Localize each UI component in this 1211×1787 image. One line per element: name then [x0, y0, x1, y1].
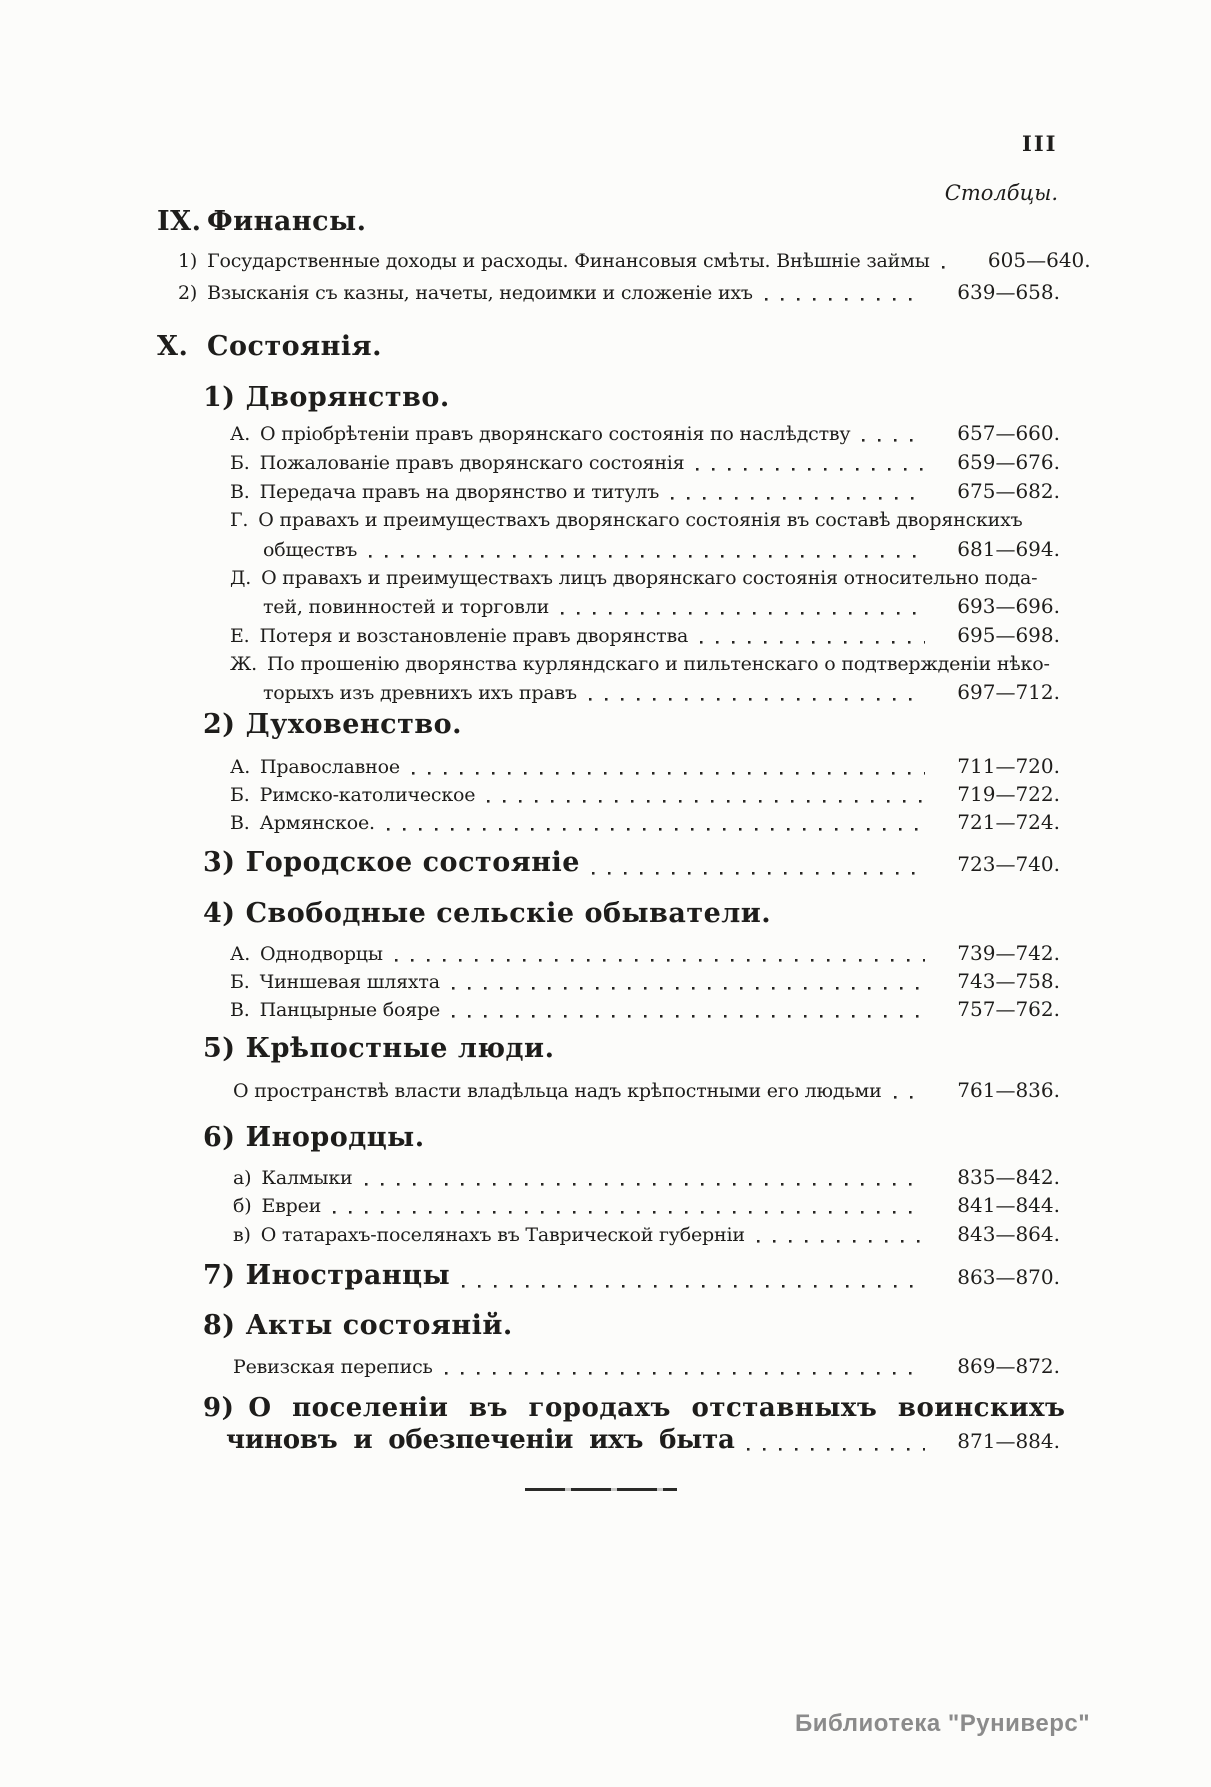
entry-columns: 605—640.: [987, 248, 1091, 272]
subsection-title: Иностранцы: [245, 1260, 451, 1291]
entry-columns: 757—762.: [957, 997, 1060, 1021]
toc-entry-continuation: [0, 536, 1060, 564]
section-title: Состоянія.: [207, 331, 382, 362]
entry-text: Панцырные бояре: [259, 999, 441, 1021]
toc-entry: [0, 420, 1060, 448]
dot-leader: [462, 1259, 925, 1294]
subsection-number: 6): [203, 1122, 236, 1153]
subsection-title: О поселеніи въ городахъ отставныхъ воинскихъ: [248, 1393, 1066, 1423]
toc-entry: [0, 1353, 1060, 1381]
entry-text: обществъ: [263, 539, 358, 561]
entry-label: В.: [230, 812, 250, 834]
entry-label: в): [233, 1224, 251, 1246]
toc-entry: [0, 1192, 1060, 1220]
subsection-number: 2): [203, 709, 236, 740]
section-number: IX.: [157, 206, 202, 237]
dot-leader: [487, 781, 925, 809]
entry-columns: 843—864.: [957, 1222, 1060, 1246]
subsection-heading-9-continuation: [0, 1424, 1060, 1457]
subsection-heading-4: [0, 897, 1060, 931]
entry-text: Взысканія съ казны, начеты, недоимки и сложеніе ихъ: [207, 282, 753, 304]
entry-text: торыхъ изъ древнихъ ихъ правъ: [263, 682, 577, 704]
entry-text: Армянское.: [259, 812, 375, 834]
entry-columns: 835—842.: [957, 1165, 1060, 1189]
entry-label: В.: [230, 999, 250, 1021]
entry-label: Ж.: [230, 653, 257, 675]
entry-label: Д.: [230, 567, 252, 589]
entry-columns: 659—676.: [957, 450, 1060, 474]
entry-columns: 761—836.: [957, 1078, 1060, 1102]
entry-label: Г.: [230, 509, 249, 531]
entry-columns: 721—724.: [957, 810, 1060, 834]
entry-text: О пріобрѣтеніи правъ дворянскаго состоянія по наслѣдству: [260, 423, 851, 445]
entry-text: По прошенію дворянства курляндскаго и пильтенскаго о подтвержденіи нѣко-: [267, 653, 1050, 675]
entry-text: Потеря и возстановленіе правъ дворянства: [259, 625, 689, 647]
dot-leader: [445, 1353, 925, 1381]
entry-text: Передача правъ на дворянство и титулъ: [259, 481, 660, 503]
toc-entry: [0, 651, 1060, 678]
entry-text: тей, повинностей и торговли: [263, 596, 550, 618]
section-title: Финансы.: [207, 206, 367, 237]
entry-columns: 675—682.: [957, 479, 1060, 503]
toc-entry: [0, 753, 1060, 781]
entry-text: О татарахъ-поселянахъ въ Таврической губерніи: [260, 1224, 745, 1246]
dot-leader: [696, 449, 925, 477]
entry-text: Чиншевая шляхта: [259, 971, 440, 993]
subsection-heading-5: [0, 1032, 1060, 1066]
toc-entry: [0, 449, 1060, 477]
toc-entry: [0, 1164, 1060, 1192]
dot-leader: [671, 478, 925, 506]
entry-text: Пожалованіе правъ дворянскаго состоянія: [259, 452, 685, 474]
section-heading-x: [0, 330, 1060, 364]
entry-label: Б.: [230, 784, 250, 806]
entry-text: Римско-католическое: [259, 784, 476, 806]
entry-label: 2): [178, 282, 198, 304]
entry-label: а): [233, 1167, 252, 1189]
toc-entry: [0, 1077, 1060, 1105]
section-number: X.: [157, 331, 189, 362]
dot-leader: [387, 809, 925, 837]
entry-columns: 719—722.: [957, 782, 1060, 806]
end-divider-rule: [525, 1488, 677, 1491]
subsection-number: 3): [203, 847, 236, 878]
entry-label: А.: [230, 423, 251, 445]
entry-columns: 693—696.: [957, 594, 1060, 618]
entry-columns: 697—712.: [957, 680, 1060, 704]
entry-text: О пространствѣ власти владѣльца надъ крѣпостными его людьми: [233, 1080, 882, 1102]
subsection-heading-7: [0, 1259, 1060, 1294]
dot-leader: [942, 247, 956, 275]
entry-label: А.: [230, 756, 251, 778]
entry-text: Ревизская перепись: [233, 1356, 433, 1378]
dot-leader: [862, 420, 925, 448]
dot-leader: [747, 1424, 925, 1457]
subsection-number: 1): [203, 382, 236, 413]
toc-entry-continuation: [0, 593, 1060, 621]
toc-entry: [0, 507, 1060, 534]
entry-columns: 711—720.: [957, 754, 1060, 778]
subsection-title: Городское состояніе: [245, 847, 580, 878]
subsection-title: Свободные сельскіе обыватели.: [245, 898, 772, 929]
entry-columns: 743—758.: [957, 969, 1060, 993]
subsection-title: Акты состояній.: [245, 1310, 513, 1341]
subsection-title: чиновъ и обезпеченіи ихъ быта: [226, 1425, 735, 1455]
entry-columns: 841—844.: [957, 1193, 1060, 1217]
entry-text: Православное: [260, 756, 400, 778]
entry-columns: 723—740.: [957, 852, 1060, 876]
subsection-title: Духовенство.: [245, 709, 462, 740]
entry-label: Б.: [230, 971, 250, 993]
entry-text: О правахъ и преимуществахъ лицъ дворянскаго состоянія относительно пода-: [261, 567, 1038, 589]
library-watermark: Библиотека "Руниверс": [795, 1710, 1091, 1737]
dot-leader: [333, 1192, 925, 1220]
entry-text: Однодворцы: [260, 943, 383, 965]
entry-columns: 681—694.: [957, 537, 1060, 561]
dot-leader: [452, 968, 925, 996]
toc-entry: [0, 279, 1060, 307]
subsection-heading-1: [0, 381, 1060, 415]
entry-text: Евреи: [261, 1195, 322, 1217]
entry-columns: 639—658.: [957, 280, 1060, 304]
entry-text: О правахъ и преимуществахъ дворянскаго состоянія въ составѣ дворянскихъ: [258, 509, 1023, 531]
dot-leader: [765, 279, 925, 307]
dot-leader: [452, 996, 925, 1024]
entry-columns: 657—660.: [957, 421, 1060, 445]
subsection-heading-3: [0, 846, 1060, 881]
entry-text: Государственные доходы и расходы. Финансовыя смѣты. Внѣшніе займы: [207, 250, 930, 272]
dot-leader: [700, 622, 925, 650]
dot-leader: [369, 536, 925, 564]
entry-columns: 863—870.: [957, 1265, 1060, 1289]
subsection-number: 8): [203, 1310, 236, 1341]
dot-leader: [412, 753, 925, 781]
subsection-number: 9): [203, 1393, 235, 1423]
entry-label: б): [233, 1195, 252, 1217]
entry-label: А.: [230, 943, 251, 965]
subsection-number: 5): [203, 1033, 236, 1064]
subsection-heading-2: [0, 708, 1060, 742]
toc-entry: [0, 940, 1060, 968]
entry-label: Б.: [230, 452, 250, 474]
toc-entry: [0, 781, 1060, 809]
subsection-title: Инородцы.: [245, 1122, 425, 1153]
dot-leader: [589, 679, 925, 707]
dot-leader: [365, 1164, 926, 1192]
toc-entry: [0, 565, 1060, 592]
entry-label: В.: [230, 481, 250, 503]
toc-entry: [0, 247, 1091, 275]
entry-columns: 871—884.: [957, 1429, 1060, 1453]
table-of-contents: [0, 205, 1091, 1457]
toc-entry: [0, 478, 1060, 506]
section-heading-ix: [0, 205, 1060, 239]
toc-entry: [0, 622, 1060, 650]
dot-leader: [561, 593, 925, 621]
subsection-heading-9: [0, 1392, 1066, 1424]
dot-leader: [757, 1221, 925, 1249]
subsection-heading-8: [0, 1309, 1060, 1343]
dot-leader: [592, 846, 925, 881]
toc-entry-continuation: [0, 679, 1060, 707]
entry-label: Е.: [230, 625, 250, 647]
page-number: III: [1022, 131, 1058, 156]
entry-columns: 869—872.: [957, 1354, 1060, 1378]
toc-entry: [0, 809, 1060, 837]
entry-text: Калмыки: [261, 1167, 353, 1189]
columns-caption: Столбцы.: [944, 181, 1058, 205]
subsection-title: Крѣпостные люди.: [245, 1033, 555, 1064]
entry-columns: 739—742.: [957, 941, 1060, 965]
entry-columns: 695—698.: [957, 623, 1060, 647]
dot-leader: [894, 1077, 925, 1105]
toc-entry: [0, 968, 1060, 996]
toc-entry: [0, 996, 1060, 1024]
entry-label: 1): [178, 250, 198, 272]
subsection-number: 4): [203, 898, 236, 929]
subsection-number: 7): [203, 1260, 236, 1291]
toc-entry: [0, 1221, 1060, 1249]
subsection-title: Дворянство.: [245, 382, 450, 413]
dot-leader: [395, 940, 925, 968]
subsection-heading-6: [0, 1121, 1060, 1155]
